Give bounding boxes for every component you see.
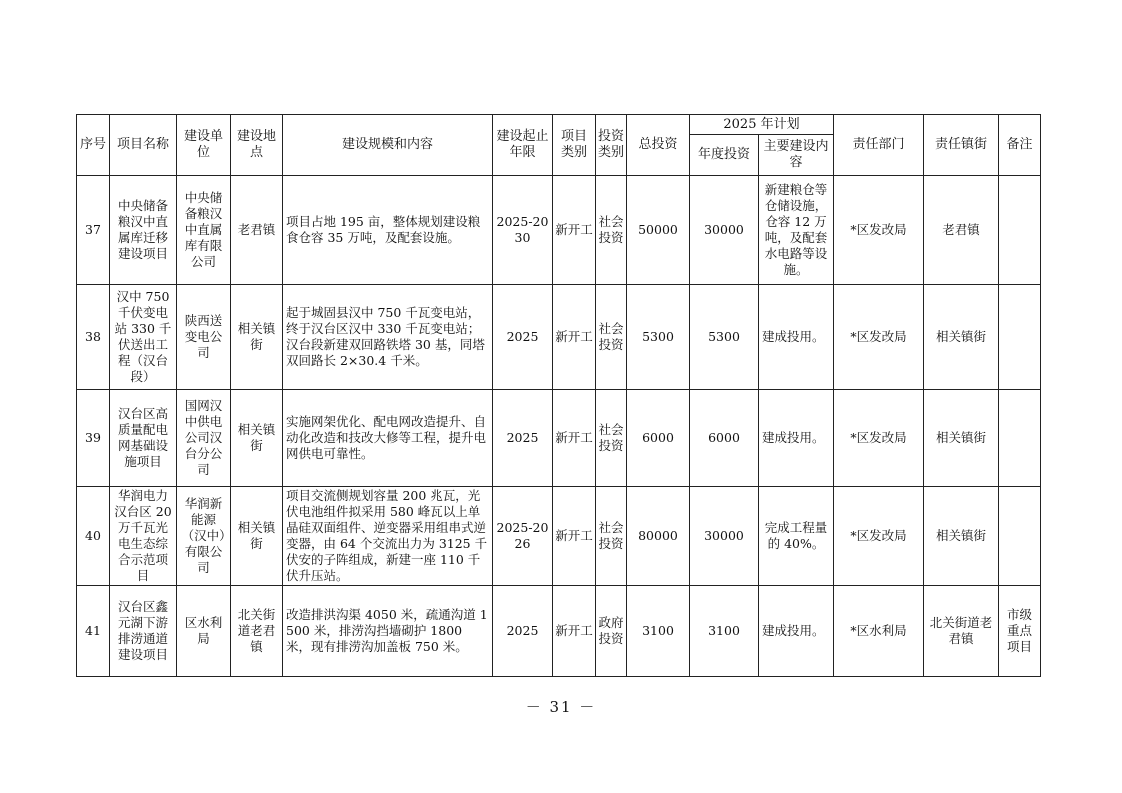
cell-invest-type: 社会投资 — [596, 176, 627, 285]
header-annual-investment: 年度投资 — [690, 135, 759, 176]
cell-dept: *区发改局 — [834, 487, 924, 586]
cell-content: 改造排洪沟渠 4050 米，疏通沟道 1500 米，排涝沟挡墙砌护 1800 米，现有排涝沟加盖板 750 米。 — [283, 586, 493, 677]
cell-town: 相关镇街 — [924, 285, 999, 390]
cell-annual: 30000 — [690, 176, 759, 285]
cell-annual: 30000 — [690, 487, 759, 586]
table-row — [77, 285, 1041, 390]
cell-project-name: 汉台区鑫元湖下游排涝通道建设项目 — [110, 586, 177, 677]
cell-seq: 37 — [77, 176, 110, 285]
header-town: 责任镇街 — [924, 115, 999, 176]
cell-seq: 39 — [77, 390, 110, 487]
cell-location: 老君镇 — [231, 176, 283, 285]
cell-location: 相关镇街 — [231, 390, 283, 487]
table-row — [77, 586, 1041, 677]
project-table-container — [76, 114, 1041, 677]
cell-period: 2025 — [493, 586, 553, 677]
cell-remark — [999, 285, 1041, 390]
header-row-1 — [77, 115, 1041, 135]
cell-project-name: 汉台区高质量配电网基础设施项目 — [110, 390, 177, 487]
cell-total: 5300 — [627, 285, 690, 390]
cell-total: 80000 — [627, 487, 690, 586]
cell-remark — [999, 487, 1041, 586]
cell-period: 2025-2030 — [493, 176, 553, 285]
cell-content: 项目交流侧规划容量 200 兆瓦，光伏电池组件拟采用 580 峰瓦以上单晶硅双面组件、逆变器采用组串式逆变器，由 64 个交流出力为 3125 千伏安的子阵组成，新建一座 110 千伏升压站。 — [283, 487, 493, 586]
cell-remark — [999, 176, 1041, 285]
header-main-content: 主要建设内容 — [759, 135, 834, 176]
cell-remark — [999, 390, 1041, 487]
cell-location: 相关镇街 — [231, 487, 283, 586]
cell-project-name: 中央储备粮汉中直属库迁移建设项目 — [110, 176, 177, 285]
header-dept: 责任部门 — [834, 115, 924, 176]
cell-category: 新开工 — [553, 176, 596, 285]
cell-annual: 3100 — [690, 586, 759, 677]
header-unit: 建设单位 — [177, 115, 231, 176]
cell-main-content: 新建粮仓等仓储设施，仓容 12 万吨，及配套水电路等设施。 — [759, 176, 834, 285]
cell-main-content: 建成投用。 — [759, 586, 834, 677]
cell-total: 3100 — [627, 586, 690, 677]
cell-main-content: 完成工程量的 40%。 — [759, 487, 834, 586]
cell-total: 50000 — [627, 176, 690, 285]
project-table — [76, 114, 1041, 677]
cell-period: 2025 — [493, 390, 553, 487]
cell-seq: 38 — [77, 285, 110, 390]
cell-annual: 6000 — [690, 390, 759, 487]
cell-main-content: 建成投用。 — [759, 285, 834, 390]
cell-main-content: 建成投用。 — [759, 390, 834, 487]
cell-project-name: 华润电力汉台区 20 万千瓦光电生态综合示范项目 — [110, 487, 177, 586]
table-body — [77, 176, 1041, 677]
cell-location: 相关镇街 — [231, 285, 283, 390]
cell-period: 2025-2026 — [493, 487, 553, 586]
cell-unit: 国网汉中供电公司汉台分公司 — [177, 390, 231, 487]
cell-town: 老君镇 — [924, 176, 999, 285]
cell-unit: 区水利局 — [177, 586, 231, 677]
cell-category: 新开工 — [553, 285, 596, 390]
header-content: 建设规模和内容 — [283, 115, 493, 176]
cell-invest-type: 社会投资 — [596, 285, 627, 390]
cell-unit: 华润新能源（汉中）有限公司 — [177, 487, 231, 586]
cell-seq: 40 — [77, 487, 110, 586]
cell-dept: *区发改局 — [834, 176, 924, 285]
page-number: － 31 － — [525, 698, 597, 716]
cell-dept: *区发改局 — [834, 390, 924, 487]
table-row — [77, 390, 1041, 487]
cell-remark: 市级重点项目 — [999, 586, 1041, 677]
table-row — [77, 176, 1041, 285]
header-location: 建设地点 — [231, 115, 283, 176]
header-category: 项目类别 — [553, 115, 596, 176]
cell-period: 2025 — [493, 285, 553, 390]
cell-town: 相关镇街 — [924, 390, 999, 487]
header-invest-type: 投资类别 — [596, 115, 627, 176]
table-header — [77, 115, 1041, 176]
cell-category: 新开工 — [553, 586, 596, 677]
cell-dept: *区发改局 — [834, 285, 924, 390]
cell-seq: 41 — [77, 586, 110, 677]
cell-total: 6000 — [627, 390, 690, 487]
cell-dept: *区水利局 — [834, 586, 924, 677]
cell-town: 北关街道老君镇 — [924, 586, 999, 677]
cell-category: 新开工 — [553, 487, 596, 586]
cell-location: 北关街道老君镇 — [231, 586, 283, 677]
cell-content: 起于城固县汉中 750 千瓦变电站，终于汉台区汉中 330 千瓦变电站；汉台段新建双回路铁塔 30 基，同塔双回路长 2×30.4 千米。 — [283, 285, 493, 390]
cell-invest-type: 社会投资 — [596, 487, 627, 586]
cell-category: 新开工 — [553, 390, 596, 487]
header-remark: 备注 — [999, 115, 1041, 176]
cell-unit: 陕西送变电公司 — [177, 285, 231, 390]
cell-invest-type: 社会投资 — [596, 390, 627, 487]
cell-content: 项目占地 195 亩，整体规划建设粮食仓容 35 万吨，及配套设施。 — [283, 176, 493, 285]
cell-town: 相关镇街 — [924, 487, 999, 586]
cell-content: 实施网架优化、配电网改造提升、自动化改造和技改大修等工程，提升电网供电可靠性。 — [283, 390, 493, 487]
cell-annual: 5300 — [690, 285, 759, 390]
cell-project-name: 汉中 750 千伏变电站 330 千伏送出工程（汉台段） — [110, 285, 177, 390]
header-project-name: 项目名称 — [110, 115, 177, 176]
header-seq: 序号 — [77, 115, 110, 176]
table-row — [77, 487, 1041, 586]
cell-unit: 中央储备粮汉中直属库有限公司 — [177, 176, 231, 285]
header-total-investment: 总投资 — [627, 115, 690, 176]
header-period: 建设起止年限 — [493, 115, 553, 176]
header-2025-plan: 2025 年计划 — [690, 115, 834, 135]
cell-invest-type: 政府投资 — [596, 586, 627, 677]
